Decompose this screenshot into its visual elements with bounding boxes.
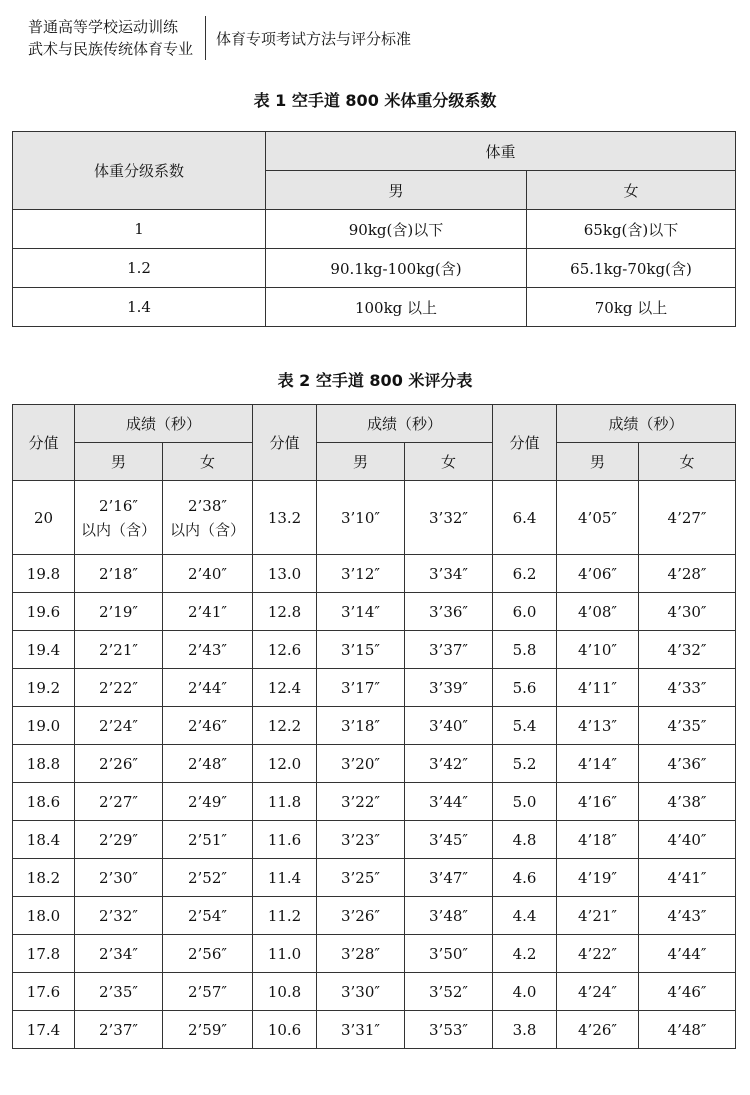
male-time-cell: 2’32″	[75, 897, 163, 935]
female-time-cell: 3’32″	[405, 481, 493, 555]
score-cell: 4.8	[493, 821, 557, 859]
table-row	[13, 555, 736, 593]
page-header	[28, 14, 411, 62]
score-cell: 4.4	[493, 897, 557, 935]
female-time-cell: 3’40″	[405, 707, 493, 745]
header-line2: 武术与民族传统体育专业	[28, 40, 194, 58]
male-time-cell: 3’10″	[317, 481, 405, 555]
male-time-cell: 4’19″	[557, 859, 639, 897]
score-cell: 5.0	[493, 783, 557, 821]
header-score-2: 分值	[253, 405, 317, 481]
score-cell: 5.8	[493, 631, 557, 669]
male-time-cell: 2’29″	[75, 821, 163, 859]
header-female-1: 女	[163, 443, 253, 481]
female-time-cell: 3’36″	[405, 593, 493, 631]
header-coefficient: 体重分级系数	[13, 132, 266, 210]
score-cell: 5.2	[493, 745, 557, 783]
coef-cell: 1.4	[13, 288, 266, 327]
score-cell: 4.2	[493, 935, 557, 973]
score-cell: 6.0	[493, 593, 557, 631]
male-time-cell: 2’18″	[75, 555, 163, 593]
female-time-cell: 3’48″	[405, 897, 493, 935]
male-time-cell: 3’30″	[317, 973, 405, 1011]
table-row	[13, 859, 736, 897]
female-time-cell: 4’38″	[639, 783, 736, 821]
female-time-cell: 3’44″	[405, 783, 493, 821]
table-row	[13, 1011, 736, 1049]
table-row	[13, 783, 736, 821]
score-cell: 19.6	[13, 593, 75, 631]
male-time-cell: 3’25″	[317, 859, 405, 897]
female-time-cell: 3’39″	[405, 669, 493, 707]
female-time-cell: 4’35″	[639, 707, 736, 745]
header-weight: 体重	[266, 132, 736, 171]
male-time-cell: 3’26″	[317, 897, 405, 935]
female-time-cell: 2’56″	[163, 935, 253, 973]
score-cell: 18.8	[13, 745, 75, 783]
female-time-cell: 4’41″	[639, 859, 736, 897]
score-cell: 6.2	[493, 555, 557, 593]
female-time-cell: 2’51″	[163, 821, 253, 859]
score-cell: 10.8	[253, 973, 317, 1011]
male-weight-cell: 90.1kg-100kg(含)	[266, 249, 527, 288]
score-cell: 12.4	[253, 669, 317, 707]
score-cell: 4.6	[493, 859, 557, 897]
score-cell: 19.2	[13, 669, 75, 707]
table-row	[13, 249, 736, 288]
male-time-cell: 2’37″	[75, 1011, 163, 1049]
female-time-cell: 3’53″	[405, 1011, 493, 1049]
table-row	[13, 973, 736, 1011]
header-male: 男	[266, 171, 527, 210]
female-time-cell: 4’30″	[639, 593, 736, 631]
female-time-cell: 3’52″	[405, 973, 493, 1011]
header-score-3: 分值	[493, 405, 557, 481]
table-row	[13, 707, 736, 745]
table-row	[13, 288, 736, 327]
score-cell: 13.0	[253, 555, 317, 593]
header-left	[28, 16, 193, 60]
male-time-cell: 4’08″	[557, 593, 639, 631]
female-time-cell: 2’49″	[163, 783, 253, 821]
coef-cell: 1.2	[13, 249, 266, 288]
male-time-value: 2’16″	[98, 496, 138, 515]
female-weight-cell: 65.1kg-70kg(含)	[527, 249, 736, 288]
male-time-cell: 4’06″	[557, 555, 639, 593]
score-cell: 11.2	[253, 897, 317, 935]
score-cell: 13.2	[253, 481, 317, 555]
female-time-cell: 3’47″	[405, 859, 493, 897]
female-time-cell: 2’52″	[163, 859, 253, 897]
male-weight-cell: 90kg(含)以下	[266, 210, 527, 249]
male-time-cell: 4’24″	[557, 973, 639, 1011]
score-cell: 6.4	[493, 481, 557, 555]
header-score-1: 分值	[13, 405, 75, 481]
score-cell: 11.0	[253, 935, 317, 973]
male-time-cell: 3’28″	[317, 935, 405, 973]
male-time-cell: 2’30″	[75, 859, 163, 897]
female-time-cell	[163, 481, 253, 555]
female-time-cell: 2’57″	[163, 973, 253, 1011]
table-row	[13, 593, 736, 631]
female-time-cell: 3’42″	[405, 745, 493, 783]
male-time-cell: 3’18″	[317, 707, 405, 745]
male-time-cell: 3’22″	[317, 783, 405, 821]
header-male-1: 男	[75, 443, 163, 481]
score-cell: 12.8	[253, 593, 317, 631]
table-row	[13, 897, 736, 935]
male-time-cell: 2’22″	[75, 669, 163, 707]
female-time-value: 2’38″	[188, 496, 228, 515]
score-cell: 3.8	[493, 1011, 557, 1049]
female-time-cell: 3’34″	[405, 555, 493, 593]
table-row	[13, 210, 736, 249]
score-cell: 11.4	[253, 859, 317, 897]
female-time-cell: 2’54″	[163, 897, 253, 935]
header-title: 体育专项考试方法与评分标准	[216, 29, 412, 48]
female-time-cell: 3’37″	[405, 631, 493, 669]
male-time-cell: 3’14″	[317, 593, 405, 631]
header-result-3: 成绩（秒）	[557, 405, 736, 443]
table-row	[13, 669, 736, 707]
header-female-2: 女	[405, 443, 493, 481]
score-cell: 19.4	[13, 631, 75, 669]
female-time-cell: 2’40″	[163, 555, 253, 593]
score-cell: 4.0	[493, 973, 557, 1011]
score-cell: 10.6	[253, 1011, 317, 1049]
header-male-3: 男	[557, 443, 639, 481]
header-female: 女	[527, 171, 736, 210]
header-result-2: 成绩（秒）	[317, 405, 493, 443]
score-table	[12, 404, 736, 1049]
score-cell: 17.8	[13, 935, 75, 973]
male-time-cell: 4’26″	[557, 1011, 639, 1049]
female-time-cell: 2’48″	[163, 745, 253, 783]
female-time-note: 以内（含）	[170, 520, 246, 539]
male-time-cell: 4’21″	[557, 897, 639, 935]
score-cell: 18.4	[13, 821, 75, 859]
male-time-cell: 4’05″	[557, 481, 639, 555]
score-cell: 5.4	[493, 707, 557, 745]
score-cell: 18.2	[13, 859, 75, 897]
header-male-2: 男	[317, 443, 405, 481]
score-cell: 11.6	[253, 821, 317, 859]
male-time-cell: 2’19″	[75, 593, 163, 631]
female-weight-cell: 70kg 以上	[527, 288, 736, 327]
male-time-cell: 2’24″	[75, 707, 163, 745]
female-time-cell: 2’44″	[163, 669, 253, 707]
score-cell: 12.2	[253, 707, 317, 745]
female-time-cell: 4’33″	[639, 669, 736, 707]
female-time-cell: 4’40″	[639, 821, 736, 859]
coef-cell: 1	[13, 210, 266, 249]
female-weight-cell: 65kg(含)以下	[527, 210, 736, 249]
male-time-cell: 2’27″	[75, 783, 163, 821]
header-line1: 普通高等学校运动训练	[28, 18, 179, 36]
score-cell: 5.6	[493, 669, 557, 707]
female-time-cell: 2’41″	[163, 593, 253, 631]
score-cell: 20	[13, 481, 75, 555]
score-cell: 12.0	[253, 745, 317, 783]
table-row	[13, 935, 736, 973]
male-time-cell: 4’16″	[557, 783, 639, 821]
male-time-cell	[75, 481, 163, 555]
male-time-cell: 3’12″	[317, 555, 405, 593]
female-time-cell: 4’44″	[639, 935, 736, 973]
table-row	[13, 745, 736, 783]
score-cell: 17.4	[13, 1011, 75, 1049]
male-time-cell: 4’22″	[557, 935, 639, 973]
female-time-cell: 4’28″	[639, 555, 736, 593]
male-weight-cell: 100kg 以上	[266, 288, 527, 327]
female-time-cell: 2’59″	[163, 1011, 253, 1049]
male-time-cell: 3’23″	[317, 821, 405, 859]
table-row	[13, 631, 736, 669]
female-time-cell: 4’27″	[639, 481, 736, 555]
female-time-cell: 4’48″	[639, 1011, 736, 1049]
female-time-cell: 2’46″	[163, 707, 253, 745]
female-time-cell: 4’32″	[639, 631, 736, 669]
female-time-cell: 4’43″	[639, 897, 736, 935]
header-female-3: 女	[639, 443, 736, 481]
male-time-cell: 2’34″	[75, 935, 163, 973]
female-time-cell: 3’45″	[405, 821, 493, 859]
male-time-cell: 3’20″	[317, 745, 405, 783]
male-time-cell: 3’17″	[317, 669, 405, 707]
score-cell: 19.0	[13, 707, 75, 745]
weight-coefficient-table	[12, 131, 736, 327]
male-time-cell: 4’13″	[557, 707, 639, 745]
table-row	[13, 481, 736, 555]
male-time-note: 以内（含）	[80, 520, 156, 539]
male-time-cell: 4’18″	[557, 821, 639, 859]
score-cell: 19.8	[13, 555, 75, 593]
female-time-cell: 4’36″	[639, 745, 736, 783]
score-cell: 17.6	[13, 973, 75, 1011]
male-time-cell: 4’10″	[557, 631, 639, 669]
male-time-cell: 2’26″	[75, 745, 163, 783]
score-cell: 11.8	[253, 783, 317, 821]
male-time-cell: 3’31″	[317, 1011, 405, 1049]
female-time-cell: 4’46″	[639, 973, 736, 1011]
male-time-cell: 4’11″	[557, 669, 639, 707]
male-time-cell: 3’15″	[317, 631, 405, 669]
table-row	[13, 821, 736, 859]
header-divider	[205, 16, 206, 60]
table2-caption: 表 2 空手道 800 米评分表	[277, 371, 473, 390]
male-time-cell: 2’35″	[75, 973, 163, 1011]
header-result-1: 成绩（秒）	[75, 405, 253, 443]
male-time-cell: 4’14″	[557, 745, 639, 783]
score-table-body	[13, 555, 736, 1049]
score-cell: 18.6	[13, 783, 75, 821]
score-cell: 12.6	[253, 631, 317, 669]
male-time-cell: 2’21″	[75, 631, 163, 669]
table1-caption: 表 1 空手道 800 米体重分级系数	[253, 91, 497, 110]
female-time-cell: 3’50″	[405, 935, 493, 973]
female-time-cell: 2’43″	[163, 631, 253, 669]
score-cell: 18.0	[13, 897, 75, 935]
